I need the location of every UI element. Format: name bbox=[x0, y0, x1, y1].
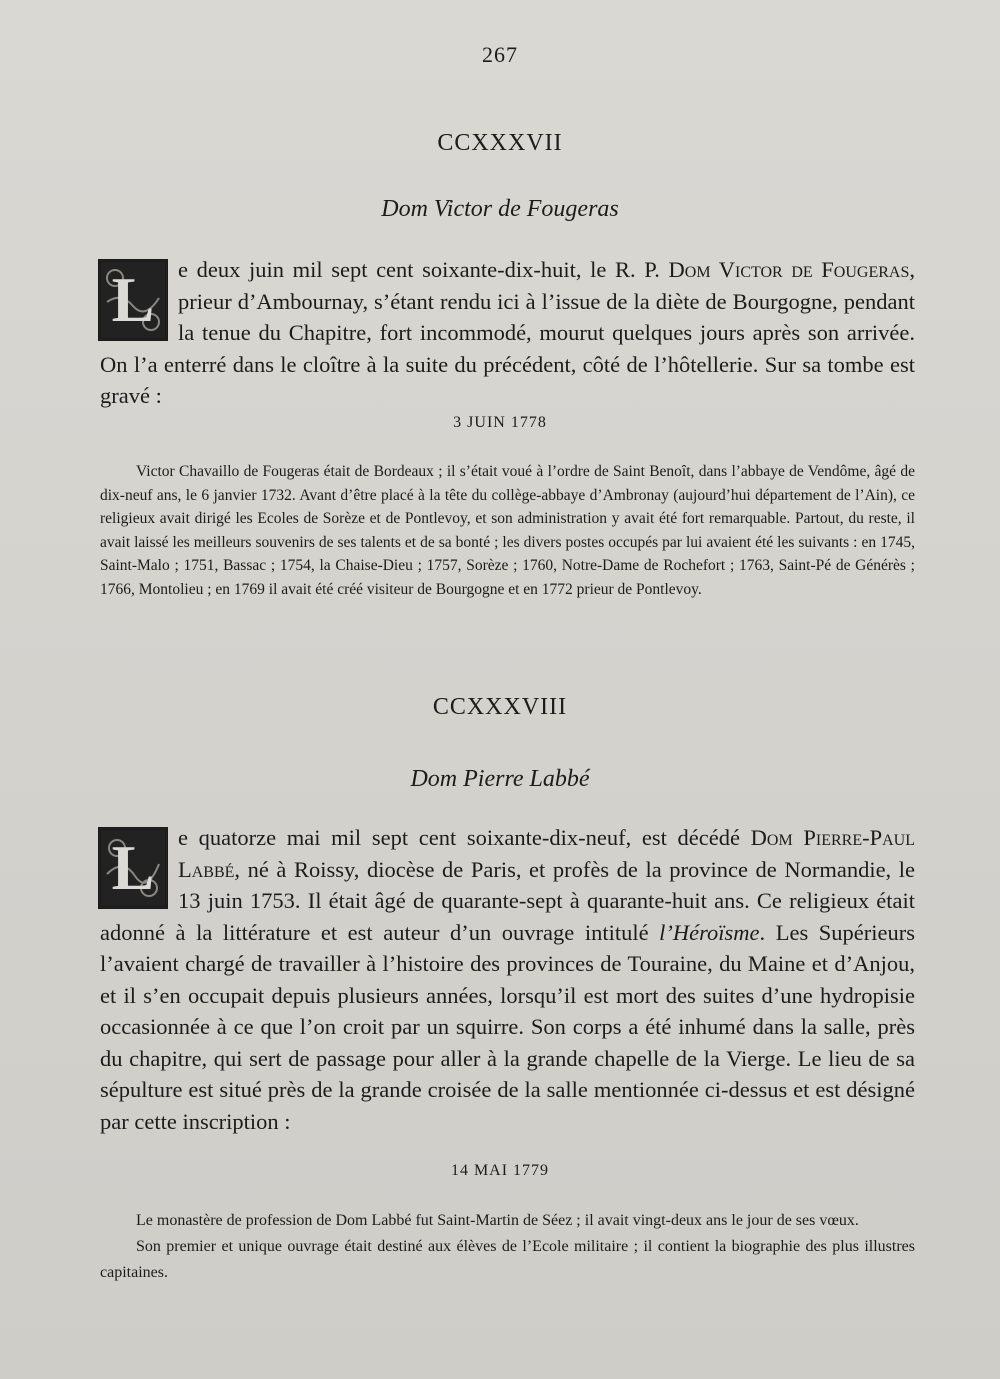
ornamental-dropcap bbox=[98, 259, 168, 341]
entry-paragraph-pierre bbox=[100, 822, 915, 1137]
section-number-ccxxxviii: CCXXXVIII bbox=[432, 694, 568, 720]
ornamental-dropcap bbox=[98, 827, 168, 909]
section-title-victor: Dom Victor de Fougeras bbox=[381, 196, 619, 222]
paragraph-text: , prieur d’Ambournay, s’étant rendu ici à l’issue de la diète de Bourgogne, pendant la tenue du Chapitre, fort incommodé, mourut quelques jours après son arrivée. On l’a enterré dans le cloître à la suite du précédent, côté de l’hôtellerie. Sur sa tombe est gravé : bbox=[100, 257, 915, 408]
dropcap-letter: L bbox=[111, 264, 155, 336]
tomb-inscription: 3 JUIN 1778 bbox=[453, 414, 547, 431]
paragraph-text: , né à Roissy, diocèse de Paris, et profès de la province de Normandie, le 13 juin 1753. Il était âgé de quarante-sept à quarante-huit ans. Ce religieux était adonné à la littérature et est auteur d’un ouvrage intitulé bbox=[100, 856, 915, 945]
section-title-pierre: Dom Pierre Labbé bbox=[410, 766, 590, 792]
footnote-text: Victor Chavaillo de Fougeras était de Bordeaux ; il s’était voué à l’ordre de Saint Benoît, dans l’abbaye de Vendôme, âgé de dix-neuf ans, le 6 janvier 1732. Avant d’être placé à la tête du collège-abbaye d’Ambronay (aujourd’hui département de l’Ain), ce religieux avait dirigé les Ecoles de Sorèze et de Pontlevoy, et son administration y avait été fort remarquable. Partout, du reste, il avait laissé les meilleurs souvenirs de ses talents et de sa bonté ; les divers postes occupés par lui avaient été les suivants : en 1745, Saint-Malo ; 1751, Bassac ; 1754, la Chaise-Dieu ; 1757, Sorèze ; 1760, Notre-Dame de Rochefort ; 1763, Saint-Pé de Générès ; 1766, Montolieu ; en 1769 il avait été créé visiteur de Bourgogne et en 1772 prieur de Pontlevoy. bbox=[100, 463, 915, 598]
paragraph-text: . Les Supérieurs l’avaient chargé de travailler à l’histoire des provinces de Touraine, du Maine et d’Anjou, et il s’en occupait depuis plusieurs années, lorsqu’il est mort des suites d’une hydropisie occasionnée à ce que l’on croit par un squirre. Son corps a été inhumé dans la salle, près du chapitre, qui sert de passage pour aller à la grande chapelle de la Vierge. Le lieu de sa sépulture est situé près de la grande croisée de la salle mentionnée ci-dessus et est désigné par cette inscription : bbox=[100, 919, 915, 1134]
footnote-victor bbox=[100, 460, 915, 601]
dropcap-letter: L bbox=[111, 832, 155, 904]
person-name: Dom Victor de Fougeras bbox=[668, 257, 910, 282]
footnote-text: Le monastère de profession de Dom Labbé fut Saint-Martin de Séez ; il avait vingt-deux ans le jour de ses vœux. bbox=[136, 1212, 859, 1229]
book-title: l’Héroïsme bbox=[659, 919, 760, 945]
footnote-text: Son premier et unique ouvrage était destiné aux élèves de l’Ecole militaire ; il contient la biographie des plus illustres capitaines. bbox=[100, 1238, 915, 1281]
paragraph-text: e deux juin mil sept cent soixante-dix-huit, le R. P. bbox=[178, 257, 669, 282]
footnotes-pierre bbox=[100, 1208, 915, 1286]
tomb-inscription: 14 MAI 1779 bbox=[450, 1162, 550, 1179]
page-number: 267 bbox=[482, 42, 518, 67]
entry-paragraph-victor bbox=[100, 254, 915, 412]
section-number-ccxxxvii: CCXXXVII bbox=[437, 130, 563, 156]
person-name: Dom Pierre-Paul Labbé bbox=[178, 825, 915, 882]
paragraph-text: e quatorze mai mil sept cent soixante-dix-neuf, est décédé bbox=[178, 825, 751, 850]
